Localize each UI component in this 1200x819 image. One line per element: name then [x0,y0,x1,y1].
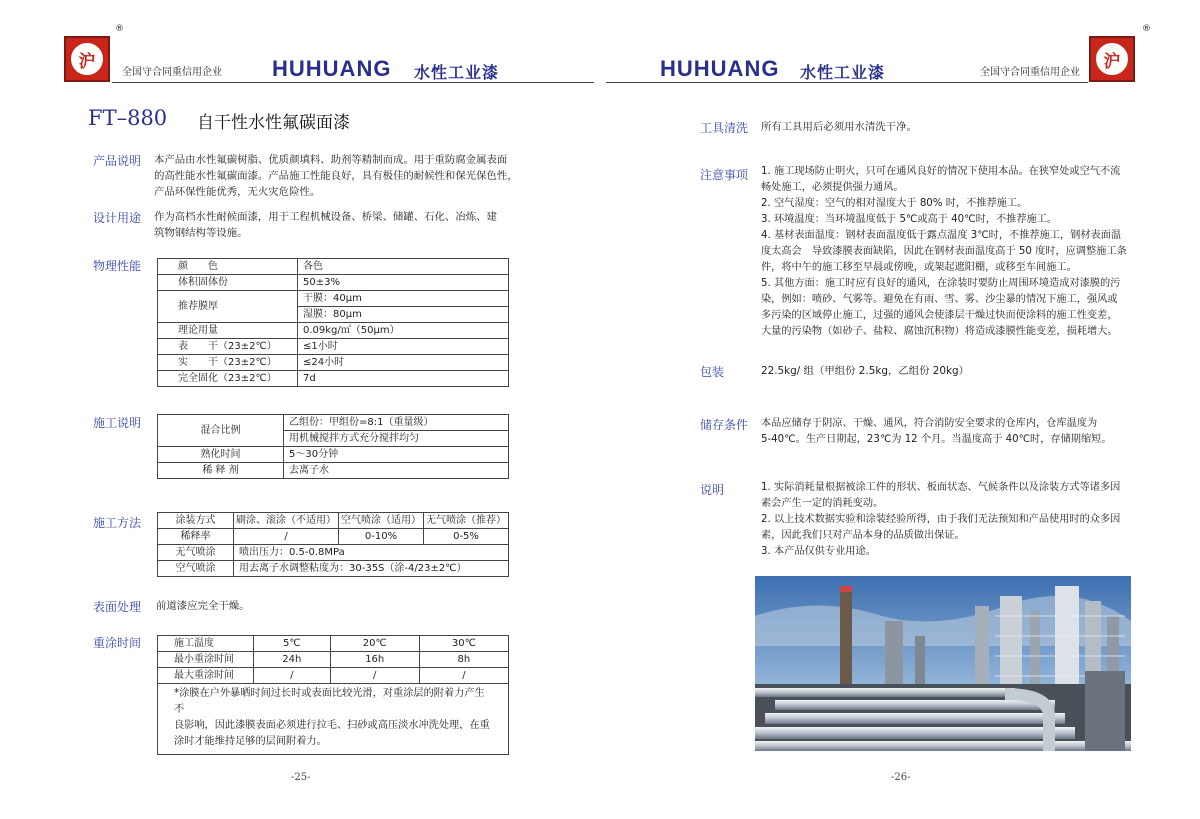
cell-value: 用机械搅拌方式充分搅拌均匀 [284,431,509,447]
text-line: 3. 环境温度：当环境温度低于 5℃或高于 40℃时，不推荐施工。 [761,214,1058,225]
cell-value: / [419,668,508,684]
text-line: 度太高会 导致漆膜表面缺陷，因此在钢材表面温度高于 50 度时，应调整施工条 [761,246,1127,257]
table-header: 施工温度 [158,636,254,652]
text-line: 作为高档水性耐候面漆，用于工程机械设备、桥梁、储罐、石化、冶炼、建 [154,211,497,223]
slogan-left: 全国守合同重信用企业 [122,67,222,78]
recoat-table [157,635,509,755]
cell-value: 16h [330,652,419,668]
label-product-desc: 产品说明 [93,154,142,168]
table-header: 刷涂、滚涂（不适用） [234,513,339,529]
table-row [158,323,509,339]
table-header: 20℃ [330,636,419,652]
label-recoat: 重涂时间 [93,636,142,650]
cell-label: 最小重涂时间 [158,652,254,668]
table-row [158,561,509,577]
recoat-note [158,684,509,755]
cell-value: 7d [298,371,509,387]
cell-label: 混合比例 [158,415,284,447]
cell-label: 熟化时间 [158,447,284,463]
label-tool-cleaning: 工具清洗 [700,121,749,135]
cell-value: 湿膜：80μm [298,307,509,323]
text-line: 产品环保性能优秀，无火灾危险性。 [154,186,321,198]
text-line: 5-40℃。生产日期起，23℃为 12 个月。当温度高于 40℃时，存储期缩短。 [761,434,1112,445]
cell-label: 表 干（23±2℃） [158,339,298,355]
logo-mark: 沪 [69,41,105,77]
table-row [158,668,509,684]
cell-label: 理论用量 [158,323,298,339]
table-header: 空气喷涂（适用） [339,513,424,529]
design-use [154,209,524,241]
registered-mark: ® [115,24,124,34]
label-packaging: 包装 [700,365,725,379]
text-line: 素，因此我们只对产品本身的品质做出保证。 [761,530,965,541]
cell-value: 0-10% [339,529,424,545]
table-row [158,447,509,463]
cell-value: 干膜：40μm [298,291,509,307]
cell-value: 0-5% [424,529,509,545]
brand-en-right: HUHUANG [660,56,780,81]
text-line: 2. 以上技术数据实验和涂装经验所得，由于我们无法预知和产品使用时的众多因 [761,514,1121,525]
cell-value: / [234,529,339,545]
notice-list [761,164,1141,340]
cell-value: ≤1小时 [298,339,509,355]
table-row [158,529,509,545]
table-row [158,259,509,275]
slogan-right: 全国守合同重信用企业 [980,67,1080,78]
cell-label: 颜 色 [158,259,298,275]
brand-cn-right: 水性工业漆 [800,63,886,82]
cell-label: 稀释率 [158,529,234,545]
label-method: 施工方法 [93,516,142,530]
company-logo [64,36,110,82]
cell-label: 推荐膜厚 [158,291,298,323]
cell-value: 0.09kg/㎡（50μm） [298,323,509,339]
cell-value: / [330,668,419,684]
cell-value: 乙组份：甲组份=8:1（重量级） [284,415,509,431]
label-remarks: 说明 [700,483,725,497]
page-number-right: -26- [891,772,911,783]
table-header: 涂装方式 [158,513,234,529]
text-line: 5. 其他方面：施工时应有良好的通风，在涂装时要防止周围环境造成对漆膜的污 [761,278,1121,289]
table-row [158,291,509,307]
label-surface: 表面处理 [93,600,142,614]
table-row [158,545,509,561]
storage-text [761,416,1141,448]
text-line: 大量的污染物（如砂子、盐粒、腐蚀沉积物）将造成漆膜性能变差，损耗增大。 [761,326,1118,337]
text-line: 本品应储存于阴凉、干燥、通风，符合消防安全要求的仓库内，仓库温度为 [761,418,1098,429]
text-line: 畅处施工，必须提供强力通风。 [761,182,904,193]
table-row [158,513,509,529]
cell-value: 50±3% [298,275,509,291]
text-line: 涂时才能维持足够的层间附着力。 [174,736,327,747]
table-row [158,684,509,755]
physical-properties-table [157,258,509,387]
cell-label: 无气喷涂 [158,545,234,561]
label-notice: 注意事项 [700,168,749,182]
packaging-value: 22.5kg/ 组（甲组份 2.5kg，乙组份 20kg） [761,365,970,377]
table-header: 30℃ [419,636,508,652]
cell-label: 稀 释 剂 [158,463,284,479]
cell-value: 用去离子水调整粘度为：30-35S（涂-4/23±2℃） [234,561,509,577]
text-line: 的高性能水性氟碳面漆。产品施工性能良好，具有极佳的耐候性和保光保色性， [154,170,518,182]
table-row [158,275,509,291]
text-line: 件，将中午的施工移至早晨或傍晚，或架起遮阳棚，或移至车间施工。 [761,262,1077,273]
cell-value: / [254,668,331,684]
cell-value: 各色 [298,259,509,275]
text-line: *涂膜在户外暴晒时间过长时或表面比较光滑，对重涂层的附着力产生不 [174,688,485,715]
header-rule-right [606,82,1088,83]
refinery-illustration [755,576,1131,751]
text-line: 多污染的区域停止施工，过强的通风会使漆层干燥过快而使涂料的施工性变差， [761,310,1118,321]
product-model: FT–880 [88,106,168,130]
registered-mark-right: ® [1142,24,1151,34]
text-line: 3. 本产品仅供专业用途。 [761,546,876,557]
tool-cleaning-value: 所有工具用后必须用水清洗干净。 [761,121,917,133]
label-physical: 物理性能 [93,259,142,273]
text-line: 本产品由水性氟碳树脂、优质颜填料、助剂等精制而成。用于重防腐金属表面 [154,154,508,166]
product-desc [154,152,524,200]
cell-label: 空气喷涂 [158,561,234,577]
label-design-use: 设计用途 [93,211,142,225]
table-row [158,636,509,652]
cell-value: 喷出压力：0.5-0.8MPa [234,545,509,561]
label-application: 施工说明 [93,416,142,430]
company-logo-right [1089,36,1135,82]
text-line: 染，例如：喷砂、气雾等。避免在有雨、雪、雾、沙尘暴的情况下施工，强风或 [761,294,1118,305]
table-header: 无气喷涂（推荐） [424,513,509,529]
page-number-left: -25- [291,772,311,783]
table-row [158,339,509,355]
surface-value: 前道漆应完全干燥。 [156,600,250,612]
text-line: 素会产生一定的消耗变动。 [761,498,884,509]
method-table [157,512,509,577]
text-line: 1. 施工现场防止明火，只可在通风良好的情况下使用本品。在狭窄处或空气不流 [761,166,1121,177]
cell-value: 8h [419,652,508,668]
product-name: 自干性水性氟碳面漆 [197,113,350,133]
text-line: 良影响，因此漆膜表面必须进行拉毛、扫砂或高压淡水冲洗处理，在重 [174,720,490,731]
text-line: 4. 基材表面温度：钢材表面温度低于露点温度 3℃时，不推荐施工，钢材表面温 [761,230,1122,241]
logo-mark-right: 沪 [1094,41,1130,77]
text-line: 2. 空气湿度：空气的相对湿度大于 80% 时，不推荐施工。 [761,198,1028,209]
table-row [158,652,509,668]
text-line: 筑物钢结构等设施。 [154,227,248,239]
cell-label: 体积固体份 [158,275,298,291]
cell-label: 实 干（23±2℃） [158,355,298,371]
application-table [157,414,509,479]
table-row [158,371,509,387]
text-line: 1. 实际消耗量根据被涂工件的形状、板面状态、气候条件以及涂装方式等诸多因 [761,482,1121,493]
cell-label: 最大重涂时间 [158,668,254,684]
table-header: 5℃ [254,636,331,652]
cell-value: 24h [254,652,331,668]
brand-cn-left: 水性工业漆 [414,63,500,82]
label-storage: 储存条件 [700,418,749,432]
table-row [158,463,509,479]
remarks-list [761,480,1141,560]
cell-value: 去离子水 [284,463,509,479]
cell-label: 完全固化（23±2℃） [158,371,298,387]
brand-en-left: HUHUANG [272,56,392,81]
header-rule-left [112,82,594,83]
cell-value: 5～30分钟 [284,447,509,463]
refinery-photo [755,576,1131,751]
table-row [158,415,509,431]
cell-value: ≤24小时 [298,355,509,371]
table-row [158,355,509,371]
